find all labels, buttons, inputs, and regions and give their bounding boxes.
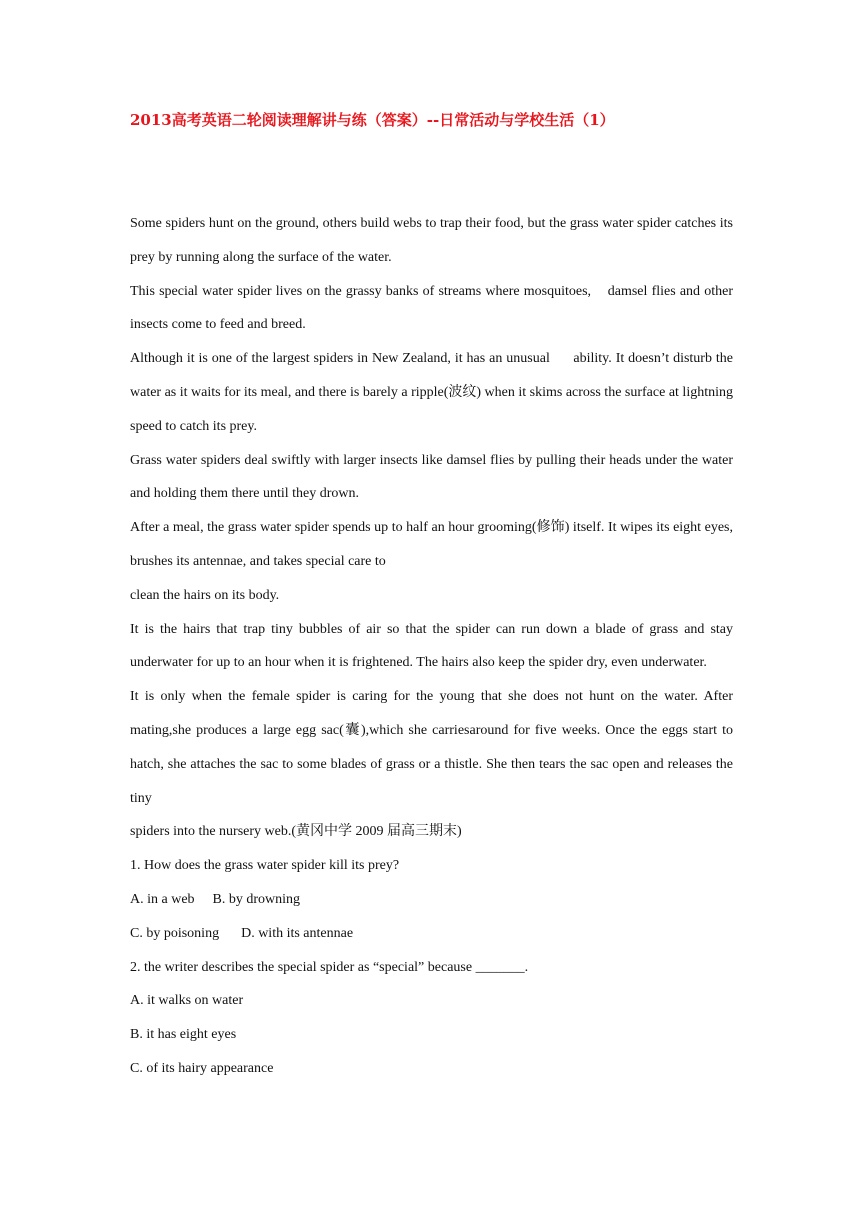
passage-body xyxy=(130,207,737,1086)
question-1-options-line-2 xyxy=(130,917,733,951)
document-title: 2013高考英语二轮阅读理解讲与练（答案）--日常活动与学校生活（1） xyxy=(130,111,615,129)
passage-paragraph-2: This special water spider lives on the grassy banks of streams where mosquitoes, damsel flies and other insects come to feed and breed. xyxy=(130,283,737,333)
question-2-option-c: C. of its hairy appearance xyxy=(130,1060,274,1076)
passage-paragraph-8: It is only when the female spider is caring for the young that she does not hunt on the water. After mating,she produces a large egg sac(囊),which she carriesaround for five weeks. Once the eggs start to hatch, she attaches the sac to some blades of grass or a thistle. She then tears the sac open and releases the tiny xyxy=(130,689,733,806)
passage-paragraph-3: Although it is one of the largest spiders in New Zealand, it has an unusual ability. It doesn’t disturb the water as it waits for its meal, and there is barely a ripple(波纹) when it skims across the surface at lightning speed to catch its prey. xyxy=(130,351,737,434)
question-1-option-c: C. by poisoning xyxy=(130,925,220,941)
question-2-option-a: A. it walks on water xyxy=(130,993,244,1009)
question-2-option-b: B. it has eight eyes xyxy=(130,1027,237,1043)
question-1-option-b: B. by drowning xyxy=(212,891,301,907)
passage-paragraph-1: Some spiders hunt on the ground, others build webs to trap their food, but the grass water spider catches its prey by running along the surface of the water. xyxy=(130,216,733,265)
passage-paragraph-5: After a meal, the grass water spider spends up to half an hour grooming(修饰) itself. It wipes its eight eyes, brushes its antennae, and takes special care to xyxy=(130,520,733,569)
passage-paragraph-4: Grass water spiders deal swiftly with larger insects like damsel flies by pulling their heads under the water and holding them there until they drown. xyxy=(130,452,733,502)
question-1-stem: 1. How does the grass water spider kill its prey? xyxy=(130,858,400,874)
passage-paragraph-7: It is the hairs that trap tiny bubbles of air so that the spider can run down a blade of grass and stay underwater for up to an hour when it is frightened. The hairs also keep the spider dry, even underwater. xyxy=(130,621,733,671)
question-1-option-a: A. in a web xyxy=(130,891,195,907)
question-2-stem: 2. the writer describes the special spider as “special” because _______. xyxy=(130,959,529,975)
passage-paragraph-9: spiders into the nursery web.(黄冈中学 2009 届高三期末) xyxy=(130,824,462,840)
question-1-option-d: D. with its antennae xyxy=(241,925,354,941)
passage-paragraph-6: clean the hairs on its body. xyxy=(130,587,280,603)
question-1-options-line-1 xyxy=(130,883,733,917)
